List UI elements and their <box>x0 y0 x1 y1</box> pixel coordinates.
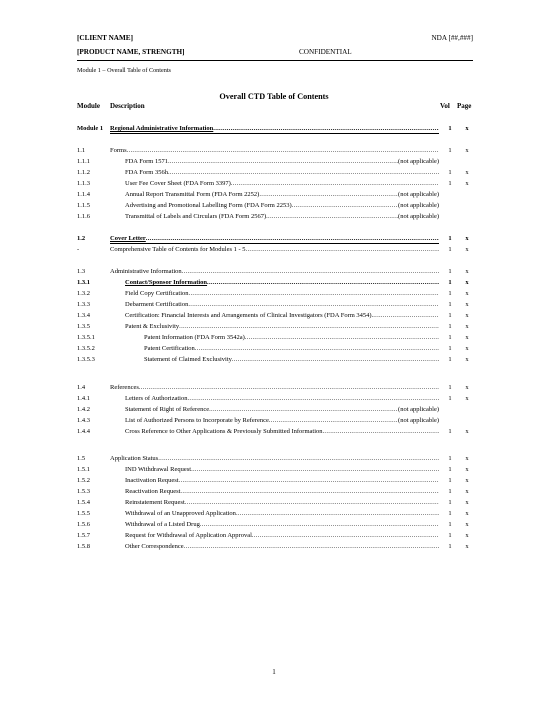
toc-entry <box>125 520 439 530</box>
toc-entry-title: Annual Report Transmittal Form (FDA Form 2252) <box>125 191 260 198</box>
toc-entry <box>125 190 439 200</box>
toc-page: x <box>465 180 469 187</box>
toc-volume: 1 <box>448 125 452 132</box>
toc-entry <box>125 498 439 508</box>
toc-volume: 1 <box>448 334 452 341</box>
toc-entry <box>125 531 439 541</box>
toc-row <box>77 520 473 530</box>
toc-entry-title: Cross Reference to Other Applications & Previously Submitted Information <box>125 428 323 435</box>
toc-volume: 1 <box>448 466 452 473</box>
toc-entry <box>125 289 439 299</box>
toc-volume: 1 <box>448 356 452 363</box>
toc-row <box>77 179 473 189</box>
toc-row <box>77 487 473 497</box>
toc-section-number: 1.3.2 <box>77 290 90 297</box>
toc-section-number: 1.4.4 <box>77 428 90 435</box>
toc-volume: 1 <box>448 384 452 391</box>
toc-entry <box>125 179 439 189</box>
toc-row <box>77 427 473 437</box>
toc-entry-title: Advertising and Promotional Labelling Form (FDA Form 2253) <box>125 202 292 209</box>
toc-page: x <box>465 312 469 319</box>
toc-volume: 1 <box>448 301 452 308</box>
dot-leader <box>207 278 439 288</box>
toc-entry-title: Statement of Claimed Exclusivity <box>144 356 232 363</box>
dot-leader <box>323 427 440 437</box>
dot-leader <box>269 416 398 426</box>
toc-row <box>77 300 473 310</box>
toc-entry-title: Reactivation Request <box>125 488 181 495</box>
toc-entry-title: Contact/Sponsor Information <box>125 279 208 286</box>
toc-row <box>77 531 473 541</box>
toc-page: x <box>465 428 469 435</box>
dot-leader <box>188 300 439 310</box>
column-module: Module <box>77 102 100 110</box>
toc-row <box>77 267 473 277</box>
toc-page: x <box>465 279 469 286</box>
toc-entry-title: Patent & Exclusivity <box>125 323 180 330</box>
dot-leader <box>191 465 439 475</box>
toc-row <box>77 476 473 486</box>
toc-entry <box>110 267 439 277</box>
toc-page: x <box>465 477 469 484</box>
toc-row <box>77 394 473 404</box>
dot-leader <box>236 509 439 519</box>
toc-entry-note: (not applicable) <box>398 158 439 165</box>
dot-leader <box>180 487 439 497</box>
toc-entry-note: (not applicable) <box>398 417 439 424</box>
toc-volume: 1 <box>448 345 452 352</box>
toc-entry <box>125 168 439 178</box>
dot-leader <box>200 520 439 530</box>
toc-entry-title: Application Status <box>110 455 159 462</box>
toc-entry-title: Other Correspondence <box>125 543 184 550</box>
dot-leader <box>187 394 439 404</box>
toc-row <box>77 542 473 552</box>
toc-entry <box>125 509 439 519</box>
toc-entry <box>125 416 439 426</box>
toc-row <box>77 333 473 343</box>
toc-volume: 1 <box>448 428 452 435</box>
toc-page: x <box>465 334 469 341</box>
toc-row-underline <box>110 133 439 134</box>
toc-page: x <box>465 147 469 154</box>
toc-volume: 1 <box>448 395 452 402</box>
toc-volume: 1 <box>448 147 452 154</box>
toc-page: x <box>465 395 469 402</box>
toc-row <box>77 201 473 211</box>
toc-entry-title: List of Authorized Persons to Incorporate by Reference <box>125 417 269 424</box>
toc-section-number: 1.4.2 <box>77 406 90 413</box>
toc-row <box>77 416 473 426</box>
toc-row <box>77 168 473 178</box>
dot-leader <box>182 267 439 277</box>
toc-entry-title: Administrative Information <box>110 268 182 275</box>
breadcrumb: Module 1 – Overall Table of Contents <box>77 67 171 74</box>
toc-page: x <box>465 323 469 330</box>
dot-leader <box>179 322 439 332</box>
column-description: Description <box>110 102 145 110</box>
toc-entry-title: FDA Form 1571 <box>125 158 168 165</box>
toc-section-number: 1.1.6 <box>77 213 90 220</box>
toc-page: x <box>465 345 469 352</box>
toc-entry-title: Certification: Financial Interests and Arrangements of Clinical Investigators (FDA Form 3454). <box>125 312 374 319</box>
toc-entry <box>125 300 439 310</box>
toc-section-number: - <box>77 246 80 253</box>
toc-section-number: 1.5.5 <box>77 510 90 517</box>
toc-entry-title: Field Copy Certification <box>125 290 189 297</box>
toc-section-number: 1.1.5 <box>77 202 90 209</box>
toc-page: x <box>465 499 469 506</box>
toc-entry <box>125 322 439 332</box>
toc-entry-note: (not applicable) <box>398 213 439 220</box>
toc-entry-title: Patent Information (FDA Form 3542a) <box>144 334 245 341</box>
toc-section-number: 1.3.4 <box>77 312 90 319</box>
toc-section-number: 1.3.5.1 <box>77 334 95 341</box>
dot-leader <box>292 201 398 211</box>
toc-volume: 1 <box>448 488 452 495</box>
toc-section-number: 1.1 <box>77 147 86 154</box>
product-name: [PRODUCT NAME, STRENGTH] <box>77 48 185 56</box>
toc-volume: 1 <box>448 532 452 539</box>
toc-volume: 1 <box>448 180 452 187</box>
dot-leader <box>209 405 398 415</box>
dot-leader <box>231 179 439 189</box>
toc-page: x <box>465 384 469 391</box>
toc-row <box>77 498 473 508</box>
toc-entry <box>144 355 439 365</box>
dot-leader <box>185 498 439 508</box>
toc-section-number: 1.3.5.3 <box>77 356 95 363</box>
confidential-label: CONFIDENTIAL <box>299 48 352 56</box>
toc-entry-title: Inactivation Request <box>125 477 179 484</box>
toc-entry-title: Cover Letter <box>110 235 146 242</box>
toc-entry <box>125 476 439 486</box>
toc-entry-title: Letters of Authorization <box>125 395 188 402</box>
dot-leader <box>232 355 439 365</box>
toc-volume: 1 <box>448 510 452 517</box>
column-vol: Vol <box>440 102 450 110</box>
toc-row <box>77 311 473 321</box>
toc-row <box>77 278 473 288</box>
dot-leader <box>168 157 398 167</box>
toc-page: x <box>465 521 469 528</box>
toc-page: x <box>465 356 469 363</box>
toc-row <box>77 344 473 354</box>
toc-section-number: 1.5.1 <box>77 466 90 473</box>
toc-row <box>77 322 473 332</box>
toc-section-number: 1.5 <box>77 455 86 462</box>
toc-page: x <box>465 290 469 297</box>
toc-entry <box>125 201 439 211</box>
toc-entry-title: Debarment Certification <box>125 301 189 308</box>
toc-entry <box>110 146 439 156</box>
toc-row <box>77 454 473 464</box>
header-rule <box>77 60 473 61</box>
client-name: [CLIENT NAME] <box>77 34 133 42</box>
toc-section-number: 1.3.5.2 <box>77 345 95 352</box>
toc-entry <box>144 333 439 343</box>
toc-page: x <box>465 488 469 495</box>
page-title: Overall CTD Table of Contents <box>219 92 329 101</box>
toc-entry-title: Patent Certification <box>144 345 195 352</box>
toc-page: x <box>465 466 469 473</box>
toc-volume: 1 <box>448 246 452 253</box>
toc-entry-title: Regional Administrative Information <box>110 125 214 132</box>
toc-section-number: 1.2 <box>77 235 86 242</box>
toc-entry <box>125 157 439 167</box>
toc-row <box>77 405 473 415</box>
toc-entry-title: IND Withdrawal Request <box>125 466 192 473</box>
toc-section-number: 1.5.3 <box>77 488 90 495</box>
toc-entry-title: Reinstatement Request <box>125 499 185 506</box>
toc-section-number: 1.3.1 <box>77 279 90 286</box>
toc-section-number: 1.3.5 <box>77 323 90 330</box>
toc-entry-note: (not applicable) <box>398 202 439 209</box>
toc-row-underline <box>110 243 439 244</box>
toc-section-number: 1.1.3 <box>77 180 90 187</box>
toc-volume: 1 <box>448 455 452 462</box>
toc-row <box>77 465 473 475</box>
toc-volume: 1 <box>448 268 452 275</box>
toc-entry-title: Comprehensive Table of Contents for Modules 1 - 5 <box>110 246 246 253</box>
toc-entry <box>125 542 439 552</box>
toc-entry-title: Request for Withdrawal of Application Approval <box>125 532 252 539</box>
toc-section-number: 1.5.7 <box>77 532 90 539</box>
toc-page: x <box>465 532 469 539</box>
toc-page: x <box>465 543 469 550</box>
toc-page: x <box>465 510 469 517</box>
toc-section-number: 1.3 <box>77 268 86 275</box>
dot-leader <box>139 383 439 393</box>
toc-entry <box>125 487 439 497</box>
toc-row <box>77 289 473 299</box>
toc-entry <box>110 454 439 464</box>
toc-row <box>77 355 473 365</box>
toc-volume: 1 <box>448 235 452 242</box>
toc-page: x <box>465 125 469 132</box>
toc-section-number: 1.4 <box>77 384 86 391</box>
toc-entry <box>110 245 439 255</box>
dot-leader <box>127 146 439 156</box>
toc-page: x <box>465 455 469 462</box>
toc-entry-title: Statement of Right of Reference <box>125 406 210 413</box>
toc-entry-title: Withdrawal of a Listed Drug <box>125 521 200 528</box>
toc-entry-title: FDA Form 356h <box>125 169 168 176</box>
toc-section-number: 1.1.2 <box>77 169 90 176</box>
dot-leader <box>158 454 439 464</box>
dot-leader <box>179 476 439 486</box>
dot-leader <box>195 344 439 354</box>
toc-section-number: Module 1 <box>77 125 104 132</box>
toc-section-number: 1.5.4 <box>77 499 90 506</box>
toc-volume: 1 <box>448 323 452 330</box>
toc-entry <box>125 405 439 415</box>
toc-row <box>77 157 473 167</box>
toc-row <box>77 212 473 222</box>
page-number: 1 <box>272 668 276 676</box>
toc-entry-title: User Fee Cover Sheet (FDA Form 3397) <box>125 180 231 187</box>
toc-entry <box>125 465 439 475</box>
dot-leader <box>373 311 439 321</box>
toc-section-number: 1.5.6 <box>77 521 90 528</box>
toc-entry-title: Forms <box>110 147 127 154</box>
dot-leader <box>189 289 439 299</box>
dot-leader <box>184 542 439 552</box>
toc-entry <box>110 383 439 393</box>
toc-section-number: 1.5.8 <box>77 543 90 550</box>
toc-page: x <box>465 169 469 176</box>
toc-volume: 1 <box>448 290 452 297</box>
dot-leader <box>259 190 398 200</box>
toc-entry <box>125 394 439 404</box>
toc-section-number: 1.1.1 <box>77 158 90 165</box>
column-page: Page <box>457 102 472 110</box>
toc-volume: 1 <box>448 279 452 286</box>
toc-volume: 1 <box>448 477 452 484</box>
toc-section-number: 1.4.3 <box>77 417 90 424</box>
toc-section-number: 1.1.4 <box>77 191 90 198</box>
toc-entry <box>125 427 439 437</box>
toc-row <box>77 509 473 519</box>
dot-leader <box>266 212 398 222</box>
toc-page: x <box>465 235 469 242</box>
toc-volume: 1 <box>448 169 452 176</box>
toc-section-number: 1.5.2 <box>77 477 90 484</box>
toc-entry-title: Transmittal of Labels and Circulars (FDA Form 2567) <box>125 213 267 220</box>
dot-leader <box>252 531 439 541</box>
toc-page: x <box>465 301 469 308</box>
dot-leader <box>246 245 439 255</box>
toc-volume: 1 <box>448 499 452 506</box>
toc-volume: 1 <box>448 312 452 319</box>
dot-leader <box>245 333 439 343</box>
nda-number: NDA [##,###] <box>431 34 473 42</box>
dot-leader <box>168 168 439 178</box>
toc-row <box>77 383 473 393</box>
toc-entry-title: Withdrawal of an Unapproved Application <box>125 510 236 517</box>
toc-volume: 1 <box>448 543 452 550</box>
toc-entry <box>144 344 439 354</box>
toc-entry-note: (not applicable) <box>398 191 439 198</box>
toc-entry <box>125 278 439 288</box>
toc-entry <box>125 311 439 321</box>
toc-entry-title: References <box>110 384 139 391</box>
toc-row <box>77 190 473 200</box>
toc-page: x <box>465 246 469 253</box>
toc-row <box>77 146 473 156</box>
toc-page: x <box>465 268 469 275</box>
toc-section-number: 1.4.1 <box>77 395 90 402</box>
toc-entry-note: (not applicable) <box>398 406 439 413</box>
toc-row <box>77 245 473 255</box>
toc-section-number: 1.3.3 <box>77 301 90 308</box>
toc-volume: 1 <box>448 521 452 528</box>
toc-entry <box>125 212 439 222</box>
